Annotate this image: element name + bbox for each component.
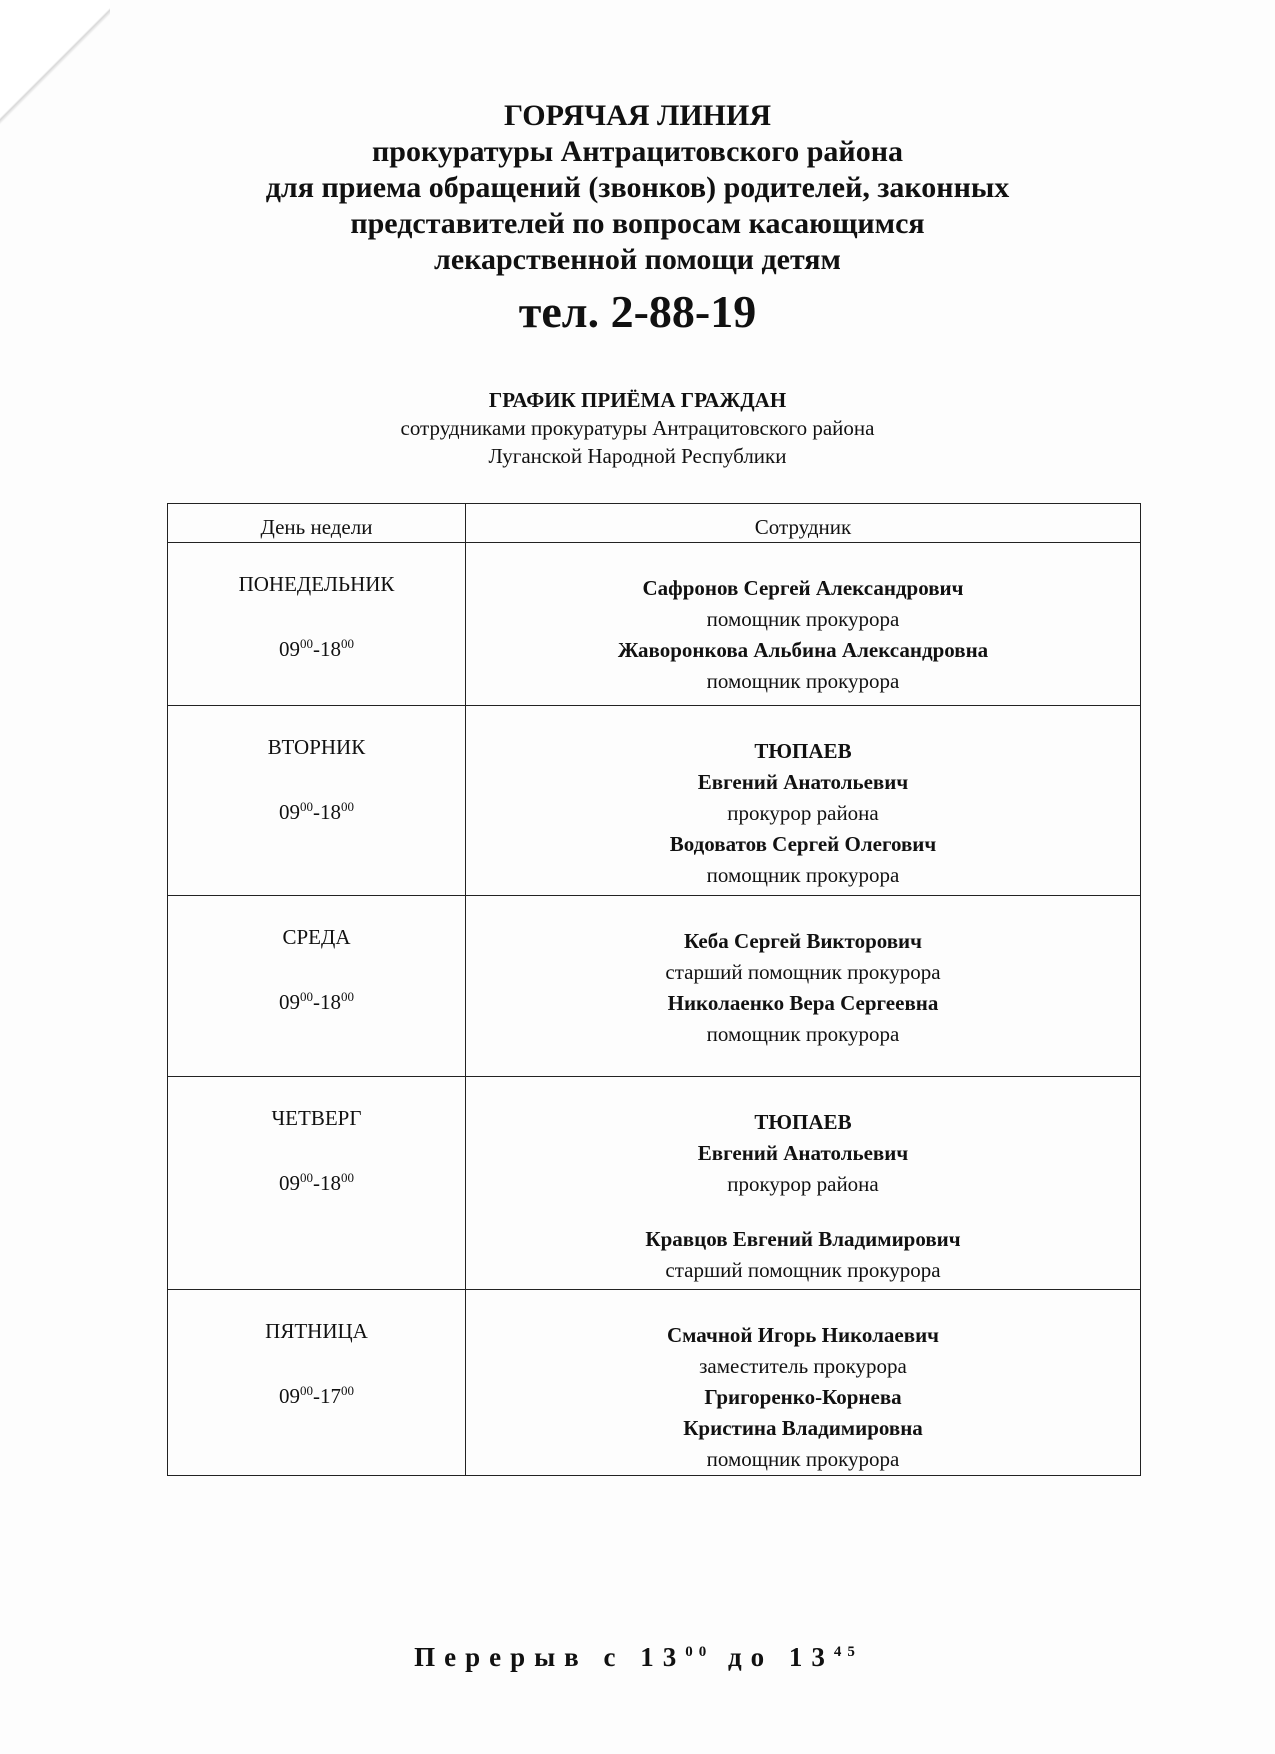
staff-name: Жаворонкова Альбина Александровна <box>617 638 989 662</box>
staff-name: Сафронов Сергей Александрович <box>642 576 964 600</box>
table-row <box>168 896 1141 1077</box>
working-hours <box>168 1378 465 1409</box>
hours-to: 18 <box>320 637 341 661</box>
staff-position: прокурор района <box>727 801 879 825</box>
break-text: до 13 <box>712 1642 834 1672</box>
hours-to: 17 <box>320 1384 341 1408</box>
day-cell <box>168 1077 466 1290</box>
minutes-from: 00 <box>300 989 313 1004</box>
minutes-from: 00 <box>300 1383 313 1398</box>
column-header-staff: Сотрудник <box>466 504 1141 543</box>
minutes-to: 00 <box>341 1383 354 1398</box>
minutes-to: 00 <box>341 799 354 814</box>
staff-position: заместитель прокурора <box>699 1354 907 1378</box>
staff-name: Евгений Анатольевич <box>697 770 909 794</box>
minutes-from: 00 <box>300 1170 313 1185</box>
table-row <box>168 706 1141 896</box>
hours-separator: - <box>313 1384 320 1408</box>
hotline-header <box>0 98 1275 340</box>
staff-name: Кристина Владимировна <box>683 1416 923 1440</box>
spacer <box>466 1200 1140 1224</box>
staff-list <box>466 1077 1140 1286</box>
hours-separator: - <box>313 800 320 824</box>
staff-cell <box>466 1290 1141 1476</box>
staff-position: помощник прокурора <box>706 1022 900 1046</box>
staff-name: ТЮПАЕВ <box>754 1110 852 1134</box>
staff-name: Кравцов Евгений Владимирович <box>645 1227 961 1251</box>
schedule-table <box>167 503 1141 1476</box>
staff-name: Водоватов Сергей Олегович <box>669 832 937 856</box>
staff-name: Григоренко-Корнева <box>704 1385 902 1409</box>
staff-list <box>466 1290 1140 1475</box>
working-hours <box>168 631 465 662</box>
hours-separator: - <box>313 990 320 1014</box>
lunch-break-note <box>0 1642 1275 1673</box>
hotline-title: ГОРЯЧАЯ ЛИНИЯ <box>503 99 772 132</box>
hotline-line: лекарственной помощи детям <box>434 243 841 276</box>
day-name: ПОНЕДЕЛЬНИК <box>238 572 395 596</box>
day-name: ЧЕТВЕРГ <box>271 1106 362 1130</box>
staff-position: старший помощник прокурора <box>665 960 941 984</box>
hours-from: 09 <box>279 637 300 661</box>
hours-separator: - <box>313 1171 320 1195</box>
break-text: Перерыв с 13 <box>414 1642 686 1672</box>
hotline-line: для приема обращений (звонков) родителей, законных <box>265 171 1010 204</box>
hours-to: 18 <box>320 1171 341 1195</box>
hours-separator: - <box>313 637 320 661</box>
staff-name: Смачной Игорь Николаевич <box>666 1323 940 1347</box>
staff-list <box>466 896 1140 1050</box>
staff-list <box>466 543 1140 697</box>
hotline-phone: тел. 2-88-19 <box>518 286 757 337</box>
break-from-minutes: 00 <box>685 1644 713 1660</box>
minutes-from: 00 <box>300 799 313 814</box>
hours-from: 09 <box>279 1171 300 1195</box>
hotline-line: представителей по вопросам касающимся <box>350 207 925 240</box>
hours-from: 09 <box>279 1384 300 1408</box>
day-name: ПЯТНИЦА <box>265 1319 368 1343</box>
minutes-to: 00 <box>341 636 354 651</box>
staff-name: Николаенко Вера Сергеевна <box>667 991 939 1015</box>
day-cell <box>168 1290 466 1476</box>
staff-name: Кеба Сергей Викторович <box>683 929 923 953</box>
staff-name: Евгений Анатольевич <box>697 1141 909 1165</box>
table-row <box>168 1290 1141 1476</box>
schedule-heading <box>0 386 1275 470</box>
staff-cell <box>466 706 1141 896</box>
staff-position: помощник прокурора <box>706 1447 900 1471</box>
column-header-day: День недели <box>168 504 466 543</box>
day-name: СРЕДА <box>282 925 351 949</box>
staff-cell <box>466 896 1141 1077</box>
staff-cell <box>466 543 1141 706</box>
day-cell <box>168 896 466 1077</box>
staff-position: прокурор района <box>727 1172 879 1196</box>
staff-list <box>466 706 1140 891</box>
working-hours <box>168 984 465 1015</box>
staff-cell <box>466 1077 1141 1290</box>
staff-position: старший помощник прокурора <box>665 1258 941 1282</box>
break-to-minutes: 45 <box>833 1644 861 1660</box>
working-hours <box>168 794 465 825</box>
table-header-row <box>168 504 1141 543</box>
table-row <box>168 543 1141 706</box>
schedule-subtitle: сотрудниками прокуратуры Антрацитовского района <box>400 416 875 440</box>
staff-position: помощник прокурора <box>706 607 900 631</box>
day-cell <box>168 706 466 896</box>
hours-from: 09 <box>279 800 300 824</box>
table-row <box>168 1077 1141 1290</box>
day-cell <box>168 543 466 706</box>
hours-to: 18 <box>320 800 341 824</box>
staff-name: ТЮПАЕВ <box>754 739 852 763</box>
day-name: ВТОРНИК <box>267 735 366 759</box>
hours-to: 18 <box>320 990 341 1014</box>
staff-position: помощник прокурора <box>706 863 900 887</box>
staff-position: помощник прокурора <box>706 669 900 693</box>
hours-from: 09 <box>279 990 300 1014</box>
minutes-from: 00 <box>300 636 313 651</box>
hotline-line: прокуратуры Антрацитовского района <box>372 135 903 168</box>
minutes-to: 00 <box>341 989 354 1004</box>
working-hours <box>168 1165 465 1196</box>
minutes-to: 00 <box>341 1170 354 1185</box>
schedule-subtitle: Луганской Народной Республики <box>488 444 787 468</box>
schedule-title: ГРАФИК ПРИЁМА ГРАЖДАН <box>488 388 787 412</box>
